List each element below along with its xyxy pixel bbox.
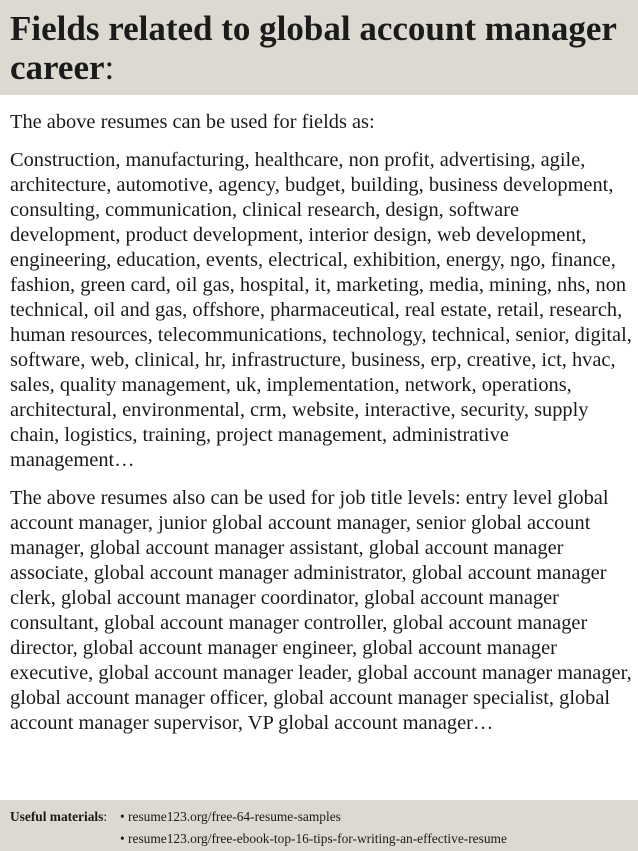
footer-row-2	[10, 828, 638, 850]
footer-bar	[0, 800, 638, 851]
footer-row-1	[10, 806, 638, 828]
main-content	[10, 110, 632, 736]
page-title	[10, 9, 628, 87]
job-levels-paragraph: The above resumes also can be used for job title levels: entry level global account manager, junior global account manager, senior global account manager, global account manager assistant, global account manager associate, global account manager administrator, global account manager clerk, global account manager coordinator, global account manager consultant, global account manager controller, global account manager director, global account manager engineer, global account manager executive, global account manager leader, global account manager manager, global account manager officer, global account manager specialist, global account manager supervisor, VP global account manager…	[10, 487, 632, 734]
useful-materials-label: Useful materials	[10, 809, 104, 824]
page-title-colon: :	[104, 48, 115, 87]
fields-list: Construction, manufacturing, healthcare, non profit, advertising, agile, architecture, automotive, agency, budget, building, business development, consulting, communication, clinical research, design, software development, product development, interior design, web development, engineering, education, events, electrical, exhibition, energy, ngo, finance, fashion, green card, oil gas, hospital, it, marketing, media, mining, nhs, non technical, oil and gas, offshore, pharmaceutical, real estate, retail, research, human resources, telecommunications, technology, technical, senior, digital, software, web, clinical, hr, infrastructure, business, erp, creative, ict, hvac, sales, quality management, uk, implementation, network, operations, architectural, environmental, crm, website, interactive, security, supply chain, logistics, training, project management, administrative management…	[10, 149, 632, 471]
ebook-tips-link[interactable]: • resume123.org/free-ebook-top-16-tips-for-writing-an-effective-resume	[120, 831, 507, 846]
title-bar	[0, 0, 638, 95]
useful-materials-colon: :	[103, 809, 108, 824]
page-title-text: Fields related to global account manager career	[10, 9, 617, 87]
fields-intro: The above resumes can be used for fields as:	[10, 111, 375, 133]
resume-samples-link[interactable]: • resume123.org/free-64-resume-samples	[120, 809, 341, 824]
